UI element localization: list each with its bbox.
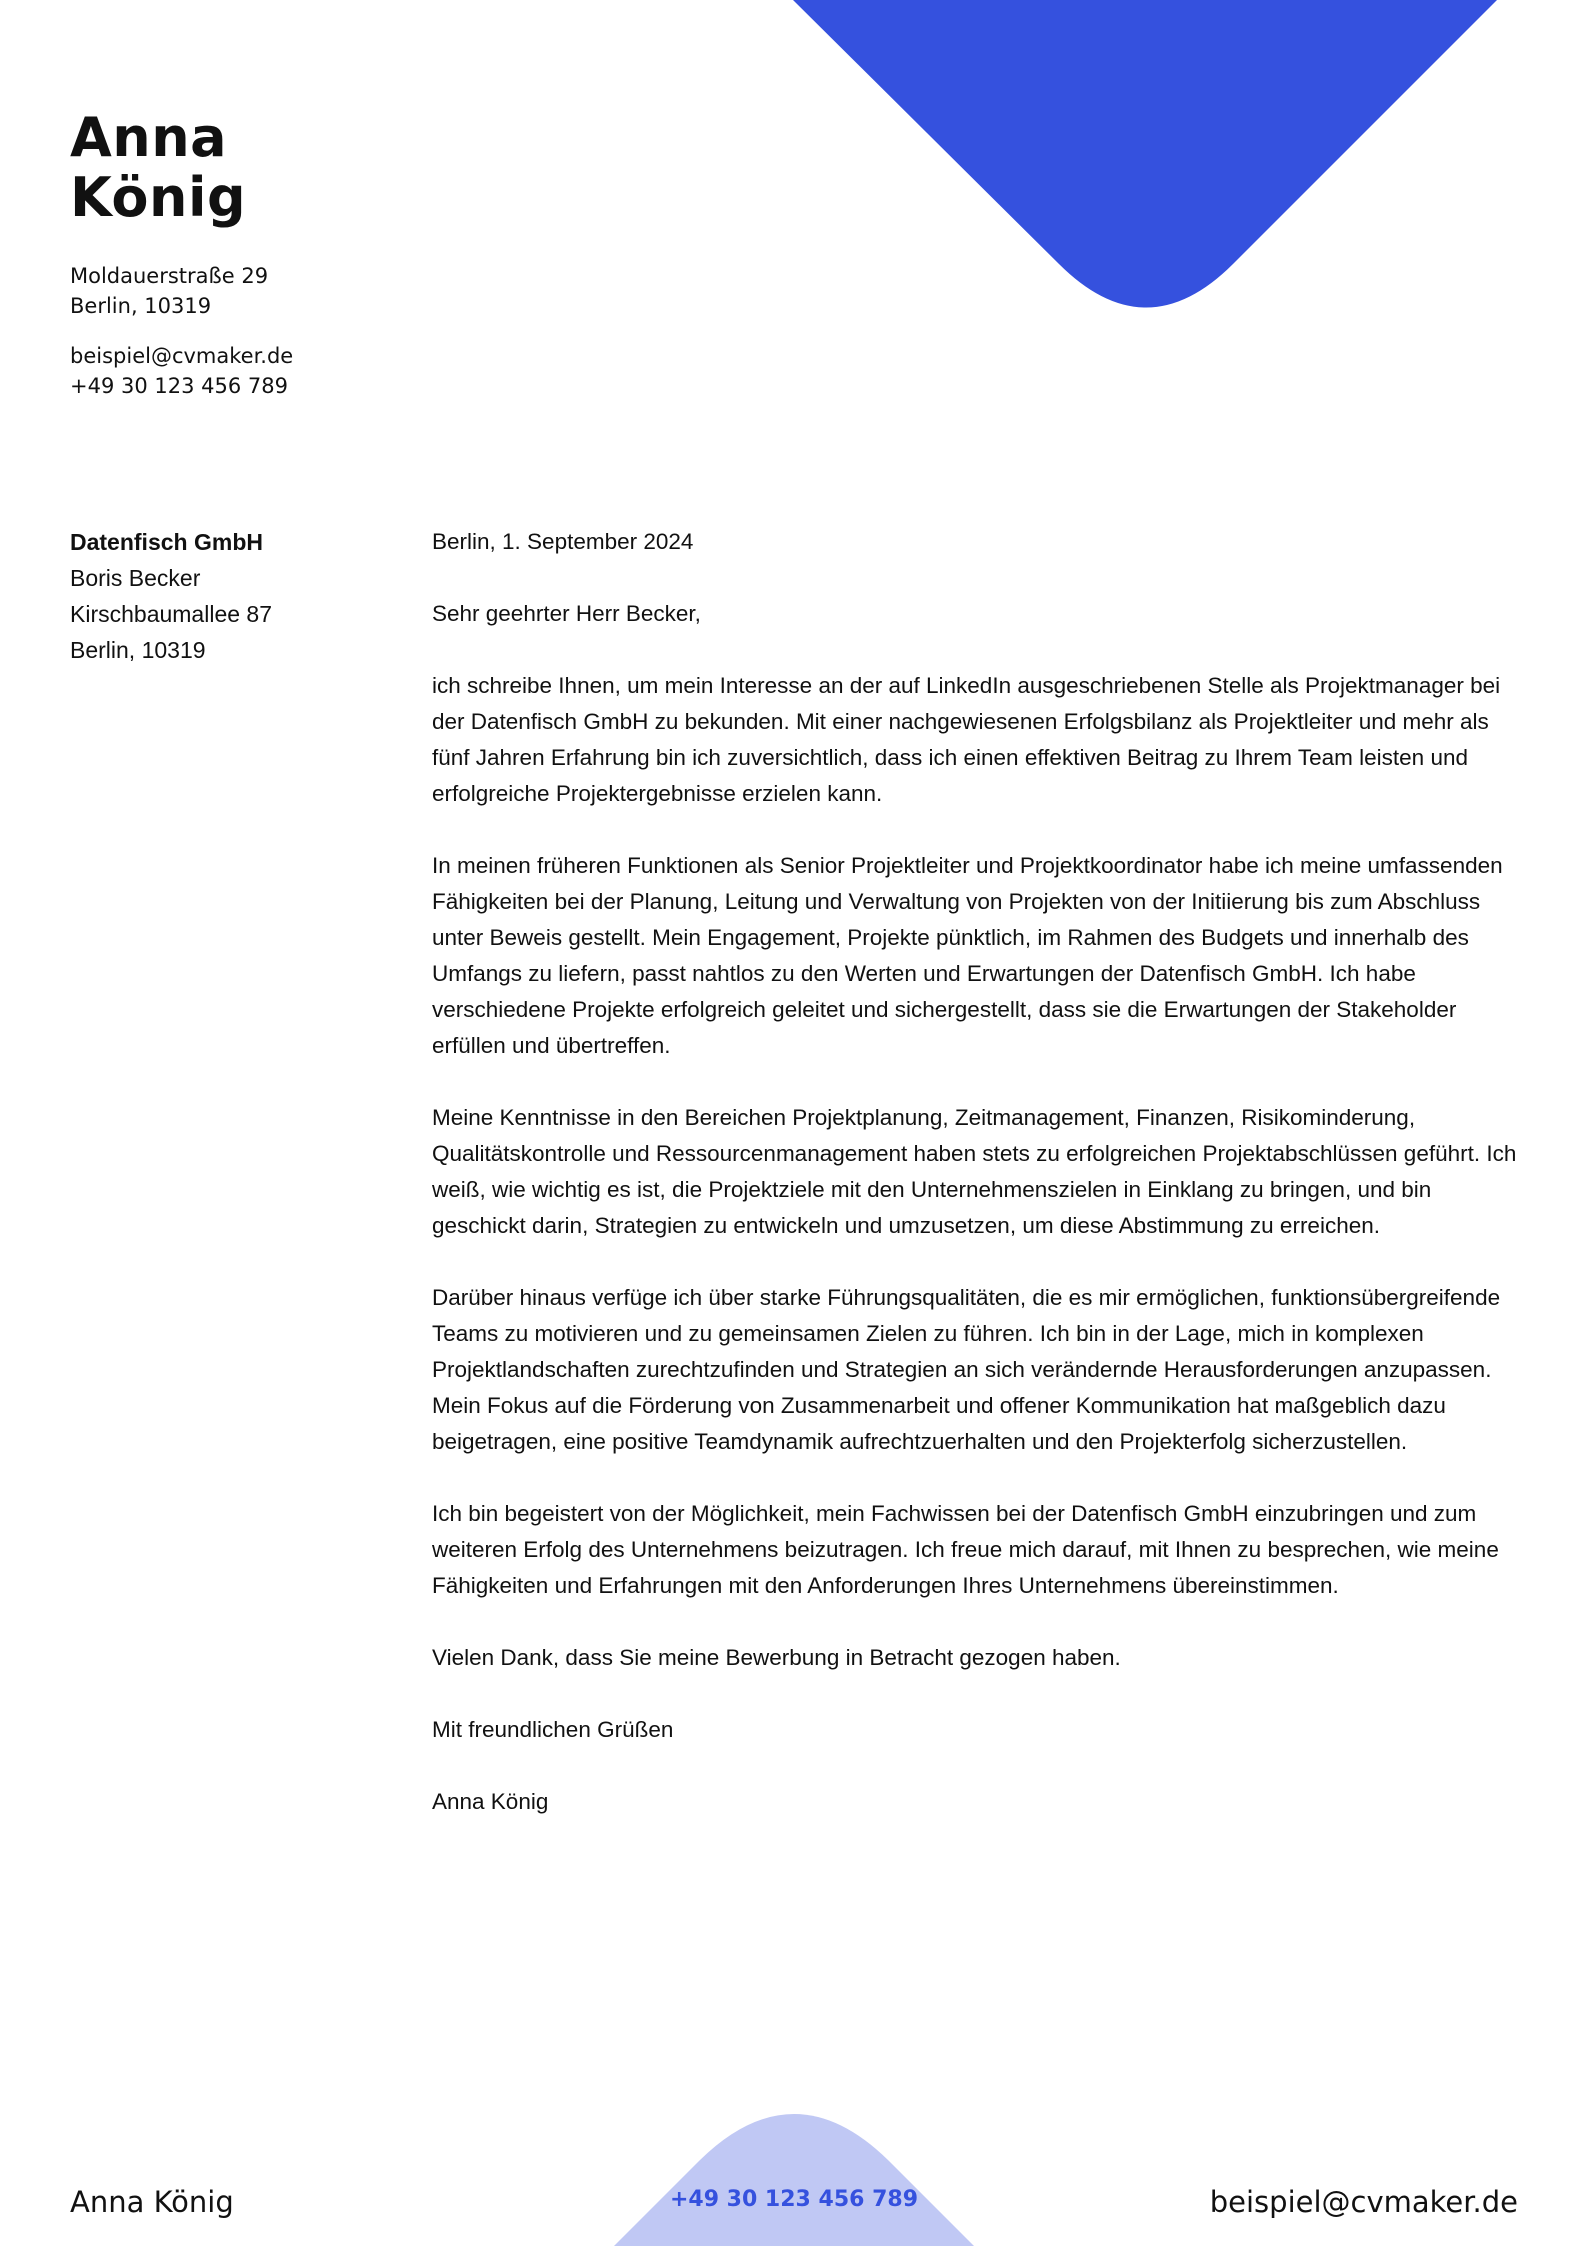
- letter-signature: Anna König: [432, 1789, 549, 1814]
- applicant-contact: [70, 341, 293, 401]
- applicant-street: Moldauerstraße 29: [70, 264, 269, 288]
- recipient-city: Berlin, 10319: [70, 637, 206, 663]
- letter-body: [432, 524, 1522, 1820]
- recipient-company: Datenfisch GmbH: [70, 529, 263, 555]
- applicant-name: [70, 108, 490, 228]
- recipient-person: Boris Becker: [70, 565, 201, 591]
- applicant-address: [70, 261, 268, 321]
- footer-phone: +49 30 123 456 789: [669, 2187, 919, 2212]
- letter-paragraph: Ich bin begeistert von der Möglichkeit, mein Fachwissen bei der Datenfisch GmbH einzubringen und zum weiteren Erfolg des Unternehmens beizutragen. Ich freue mich darauf, mit Ihnen zu besprechen, wie meine Fähigkeiten und Erfahrungen mit den Anforderungen Ihres Unternehmens übereinstimmen.: [432, 1501, 1499, 1598]
- letter-paragraph: ich schreibe Ihnen, um mein Interesse an der auf LinkedIn ausgeschriebenen Stelle als Projektmanager bei der Datenfisch GmbH zu bekunden. Mit einer nachgewiesenen Erfolgsbilanz als Projektleiter und mehr als fünf Jahren Erfahrung bin ich zuversichtlich, dass ich einen effektiven Beitrag zu Ihrem Team leisten und erfolgreiche Projektergebnisse erzielen kann.: [432, 673, 1501, 806]
- applicant-phone: +49 30 123 456 789: [70, 374, 288, 398]
- letter-paragraph: Meine Kenntnisse in den Bereichen Projektplanung, Zeitmanagement, Finanzen, Risikominderung, Qualitätskontrolle und Ressourcenmanagement haben stets zu erfolgreichen Projektabschlüssen geführt. Ich weiß, wie wichtig es ist, die Projektziele mit den Unternehmenszielen in Einklang zu bringen, und bin geschickt darin, Strategien zu entwickeln und umzusetzen, um diese Abstimmung zu erreichen.: [432, 1105, 1517, 1238]
- letter-paragraph: Darüber hinaus verfüge ich über starke Führungsqualitäten, die es mir ermöglichen, funktionsübergreifende Teams zu motivieren und zu gemeinsamen Zielen zu führen. Ich bin in der Lage, mich in komplexen Projektlandschaften zurechtzufinden und Strategien an sich verändernde Herausforderungen anzupassen. Mein Fokus auf die Förderung von Zusammenarbeit und offener Kommunikation hat maßgeblich dazu beigetragen, eine positive Teamdynamik aufrechtzuerhalten und den Projekterfolg sicherzustellen.: [432, 1285, 1501, 1454]
- applicant-first-name: Anna: [70, 106, 228, 169]
- recipient-street: Kirschbaumallee 87: [70, 601, 273, 627]
- footer-email: beispiel@cvmaker.de: [1209, 2185, 1518, 2219]
- letter-closing: Mit freundlichen Grüßen: [432, 1717, 674, 1742]
- applicant-email: beispiel@cvmaker.de: [70, 344, 294, 368]
- applicant-city: Berlin, 10319: [70, 294, 212, 318]
- letter-date: Berlin, 1. September 2024: [432, 529, 694, 554]
- applicant-last-name: König: [70, 166, 247, 229]
- letter-paragraph: In meinen früheren Funktionen als Senior Projektleiter und Projektkoordinator habe ich meine umfassenden Fähigkeiten bei der Planung, Leitung und Verwaltung von Projekten von der Initiierung bis zum Abschluss unter Beweis gestellt. Mein Engagement, Projekte pünktlich, im Rahmen des Budgets und innerhalb des Umfangs zu liefern, passt nahtlos zu den Werten und Erwartungen der Datenfisch GmbH. Ich habe verschiedene Projekte erfolgreich geleitet und sichergestellt, dass sie die Erwartungen der Stakeholder erfüllen und übertreffen.: [432, 853, 1503, 1058]
- letter-paragraph: Vielen Dank, dass Sie meine Bewerbung in Betracht gezogen haben.: [432, 1645, 1121, 1670]
- footer-name: Anna König: [70, 2185, 234, 2219]
- recipient-address: [70, 524, 400, 668]
- letter-salutation: Sehr geehrter Herr Becker,: [432, 601, 701, 626]
- footer-decoration-shape: [0, 2100, 1588, 2246]
